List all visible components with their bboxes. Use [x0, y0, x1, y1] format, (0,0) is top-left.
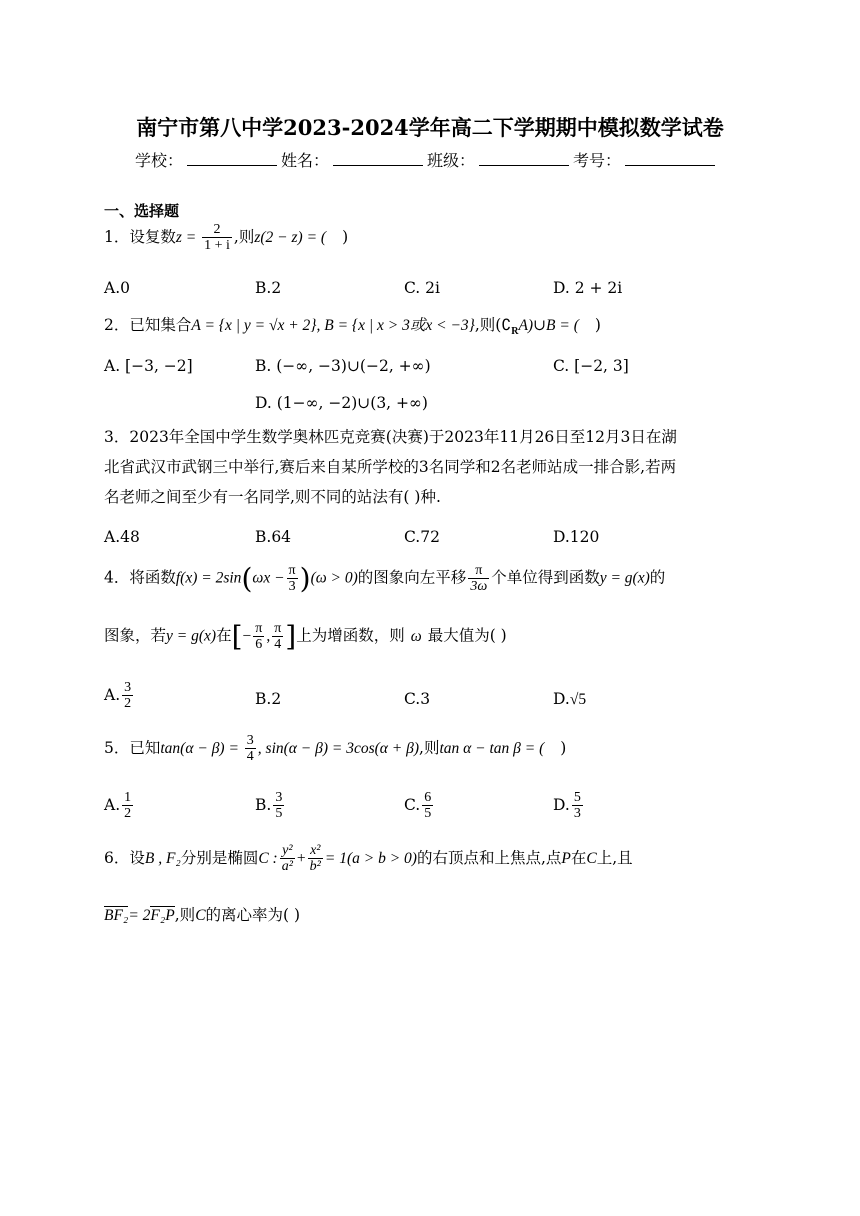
- q4-line2-d: 上为增函数，则: [296, 626, 405, 645]
- q3-option-c[interactable]: C.72: [404, 528, 440, 546]
- q2-option-c[interactable]: C. [−2, 3]: [553, 357, 629, 375]
- q6-text-i: 上,且: [596, 848, 633, 867]
- question-1: [104, 222, 348, 254]
- q5-text-c: ,则: [419, 738, 440, 757]
- q4-frac4-den: 4: [274, 637, 282, 652]
- q1-option-d[interactable]: D. 2 + 2i: [553, 279, 623, 297]
- q5-optD-den: 3: [573, 806, 581, 822]
- q6-frac1-num: y²: [280, 843, 295, 859]
- q5-optB-den: 5: [275, 806, 283, 822]
- q4-omega: ω: [410, 627, 422, 645]
- q6-text-g: 在: [570, 848, 587, 867]
- question-3: [104, 422, 677, 512]
- q4-paren-open: (: [241, 562, 253, 595]
- q5-optB-num: 3: [275, 790, 283, 805]
- q4-frac1-num: π: [288, 562, 296, 578]
- q4-text-d: 的图象向左平移: [357, 568, 467, 587]
- q6-eq: = 1(a > b > 0): [324, 849, 417, 867]
- q5-optA-num: 1: [124, 790, 132, 805]
- q2-set-b: , B = {x | x > 3或x < −3}: [316, 317, 475, 334]
- q5-frac-den: 4: [246, 749, 254, 765]
- q6-p: P: [561, 849, 571, 867]
- q1-close: ): [342, 227, 349, 246]
- q4-line2-f: 最大值为( ): [427, 626, 507, 645]
- question-4-line-2: [104, 620, 507, 653]
- q5-option-d[interactable]: [553, 790, 585, 822]
- q6-plus: +: [296, 849, 306, 867]
- q5-tan: tan(α − β) =: [160, 739, 243, 757]
- q2-text-c: ,则(∁: [474, 316, 512, 334]
- class-label: 班级：: [427, 153, 476, 170]
- q4-bracket-close: ]: [285, 620, 297, 653]
- q1-math-a: z =: [175, 228, 201, 246]
- q6-vec-bf2: BF₂: [104, 907, 129, 924]
- q5-optC-num: 6: [424, 790, 432, 805]
- q6-frac-2: [308, 843, 323, 875]
- q4-frac-1: [287, 563, 298, 595]
- q6-vec-f2p: F₂P: [150, 907, 175, 924]
- q6-line2-c: C: [195, 907, 206, 924]
- q5-option-b[interactable]: [255, 790, 286, 822]
- q1-frac-num: 2: [202, 222, 232, 238]
- q5-option-d-label: D.: [553, 795, 570, 814]
- q4-option-a-label: A.: [104, 685, 121, 704]
- q4-paren-close: ): [299, 562, 311, 595]
- q4-optA-num: 3: [124, 680, 132, 695]
- q4-frac1-den: 3: [288, 579, 296, 594]
- q2-sub-r: R: [511, 326, 519, 338]
- section-heading: 一、选择题: [104, 202, 180, 220]
- q5-optC-den: 5: [424, 806, 432, 822]
- q1-option-c[interactable]: C. 2i: [404, 279, 440, 297]
- q1-option-a[interactable]: A.0: [104, 279, 130, 297]
- q4-frac2-num: π: [468, 563, 489, 579]
- q4-gx: y = g(x): [599, 569, 650, 587]
- q2-option-d[interactable]: D. (1−∞, −2)∪(3, +∞): [255, 394, 428, 412]
- school-blank[interactable]: [187, 150, 277, 166]
- q4-option-a-frac: [122, 680, 133, 712]
- q4-func: f(x) = 2sin: [175, 569, 242, 587]
- question-2: [104, 313, 601, 337]
- q5-option-c-frac: [422, 790, 433, 822]
- q5-option-a-label: A.: [104, 795, 121, 814]
- q4-text-g: 的: [649, 568, 666, 587]
- q2-option-b[interactable]: B. (−∞, −3)∪(−2, +∞): [255, 357, 431, 375]
- q5-option-b-frac: [273, 790, 284, 822]
- q3-option-b[interactable]: B.64: [255, 528, 292, 546]
- q6-frac2-num: x²: [308, 843, 323, 859]
- q4-line2-a: 图象，若: [104, 626, 167, 645]
- q4-line2-c: 在: [216, 626, 232, 645]
- q1-frac-den: 1 + i: [204, 238, 230, 254]
- q1-math-c: z(2 − z) = (: [254, 228, 327, 246]
- q4-omega-x: ωx −: [252, 569, 285, 587]
- q6-c-label: C :: [258, 849, 278, 867]
- q6-eq2: = 2: [128, 907, 151, 924]
- q4-minus: −: [242, 627, 252, 645]
- question-6-stem: 6．设: [104, 848, 145, 867]
- name-blank[interactable]: [333, 150, 423, 166]
- q5-option-d-frac: [572, 790, 583, 822]
- q4-frac3-den: 6: [255, 637, 263, 652]
- q5-option-a[interactable]: [104, 790, 135, 822]
- q5-option-b-label: B.: [255, 795, 272, 814]
- question-4-line-1: [104, 562, 665, 595]
- q4-comma: ,: [266, 627, 271, 645]
- q4-frac-4: [272, 621, 283, 653]
- q2-option-a[interactable]: A. [−3, −2]: [104, 357, 193, 375]
- q3-line-1: 3．2023年全国中学生数学奥林匹克竞赛(决赛)于2023年11月26日至12月3日在湖: [104, 428, 677, 446]
- q6-line2-f: 的离心率为( ): [205, 906, 301, 924]
- q6-c: C: [586, 849, 597, 867]
- q4-frac2-den: 3ω: [470, 579, 488, 594]
- q4-text-e: 个单位得到函数: [491, 568, 600, 587]
- q3-option-d[interactable]: D.120: [553, 528, 600, 546]
- q2-text-e: A)∪B = (: [518, 317, 579, 334]
- question-1-stem: 1．设复数: [104, 227, 176, 246]
- exam-no-blank[interactable]: [625, 150, 715, 166]
- q4-option-d-label: D.: [553, 690, 570, 708]
- question-4-stem: 4．将函数: [104, 568, 176, 587]
- q4-line2-gx: y = g(x): [166, 627, 217, 645]
- q4-omega-cond: (ω > 0): [310, 569, 358, 587]
- q6-frac1-den: a²: [281, 859, 293, 875]
- q4-optA-den: 2: [124, 696, 132, 712]
- q4-bracket-open: [: [231, 620, 243, 653]
- q4-option-b[interactable]: B.2: [255, 690, 282, 708]
- q6-text-e: 的右顶点和上焦点,点: [416, 848, 562, 867]
- q6-frac-1: [280, 843, 295, 875]
- q4-option-d-value: √5: [569, 691, 587, 708]
- q4-frac4-num: π: [274, 620, 282, 636]
- q5-optD-num: 5: [573, 790, 581, 805]
- question-6-line-2: [104, 903, 300, 925]
- page-title: 南宁市第八中学2023-2024学年高二下学期期中模拟数学试卷: [136, 115, 724, 140]
- q3-line-2: 北省武汉市武钢三中举行,赛后来自某所学校的3名同学和2名老师站成一排合影,若两: [104, 458, 677, 476]
- q4-frac-2: [468, 563, 489, 595]
- exam-no-label: 考号：: [573, 153, 622, 170]
- q4-frac3-num: π: [255, 620, 263, 636]
- q2-close: ): [594, 316, 601, 334]
- q4-frac-3: [253, 621, 264, 653]
- q1-option-b[interactable]: B.2: [255, 279, 282, 297]
- q1-text-b: ,则: [233, 227, 255, 246]
- q6-frac2-den: b²: [309, 859, 321, 875]
- q5-option-c[interactable]: [404, 790, 435, 822]
- question-6-line-1: [104, 843, 633, 875]
- question-5-stem: 5．已知: [104, 738, 161, 757]
- q1-fraction: [202, 222, 232, 254]
- school-label: 学校：: [135, 153, 184, 170]
- q6-line2-d: ,则: [174, 906, 196, 924]
- question-2-stem: 2．已知集合: [104, 316, 192, 334]
- class-blank[interactable]: [479, 150, 569, 166]
- question-5: [104, 733, 566, 765]
- q5-option-a-frac: [122, 790, 133, 822]
- q5-tan-diff: tan α − tan β = (: [439, 739, 545, 757]
- q5-option-c-label: C.: [404, 795, 421, 814]
- q5-fraction: [245, 733, 256, 765]
- name-label: 姓名：: [281, 153, 330, 170]
- q5-close: ): [560, 738, 567, 757]
- q3-line-3: 名老师之间至少有一名同学,则不同的站法有( )种.: [104, 488, 441, 506]
- q6-points: B , F₂: [144, 849, 181, 867]
- q3-option-a[interactable]: A.48: [104, 528, 140, 546]
- q4-option-d[interactable]: [553, 690, 586, 709]
- q4-option-a[interactable]: [104, 680, 135, 712]
- q5-frac-num: 3: [246, 733, 254, 748]
- q5-sin-eq: , sin(α − β) = 3cos(α + β): [257, 739, 420, 757]
- student-info-line: [135, 148, 719, 171]
- q4-option-c[interactable]: C.3: [404, 690, 431, 708]
- q2-set-a: A = {x | y = √x + 2}: [191, 317, 317, 334]
- q5-optA-den: 2: [124, 806, 132, 822]
- q6-text-b: 分别是椭圆: [180, 848, 259, 867]
